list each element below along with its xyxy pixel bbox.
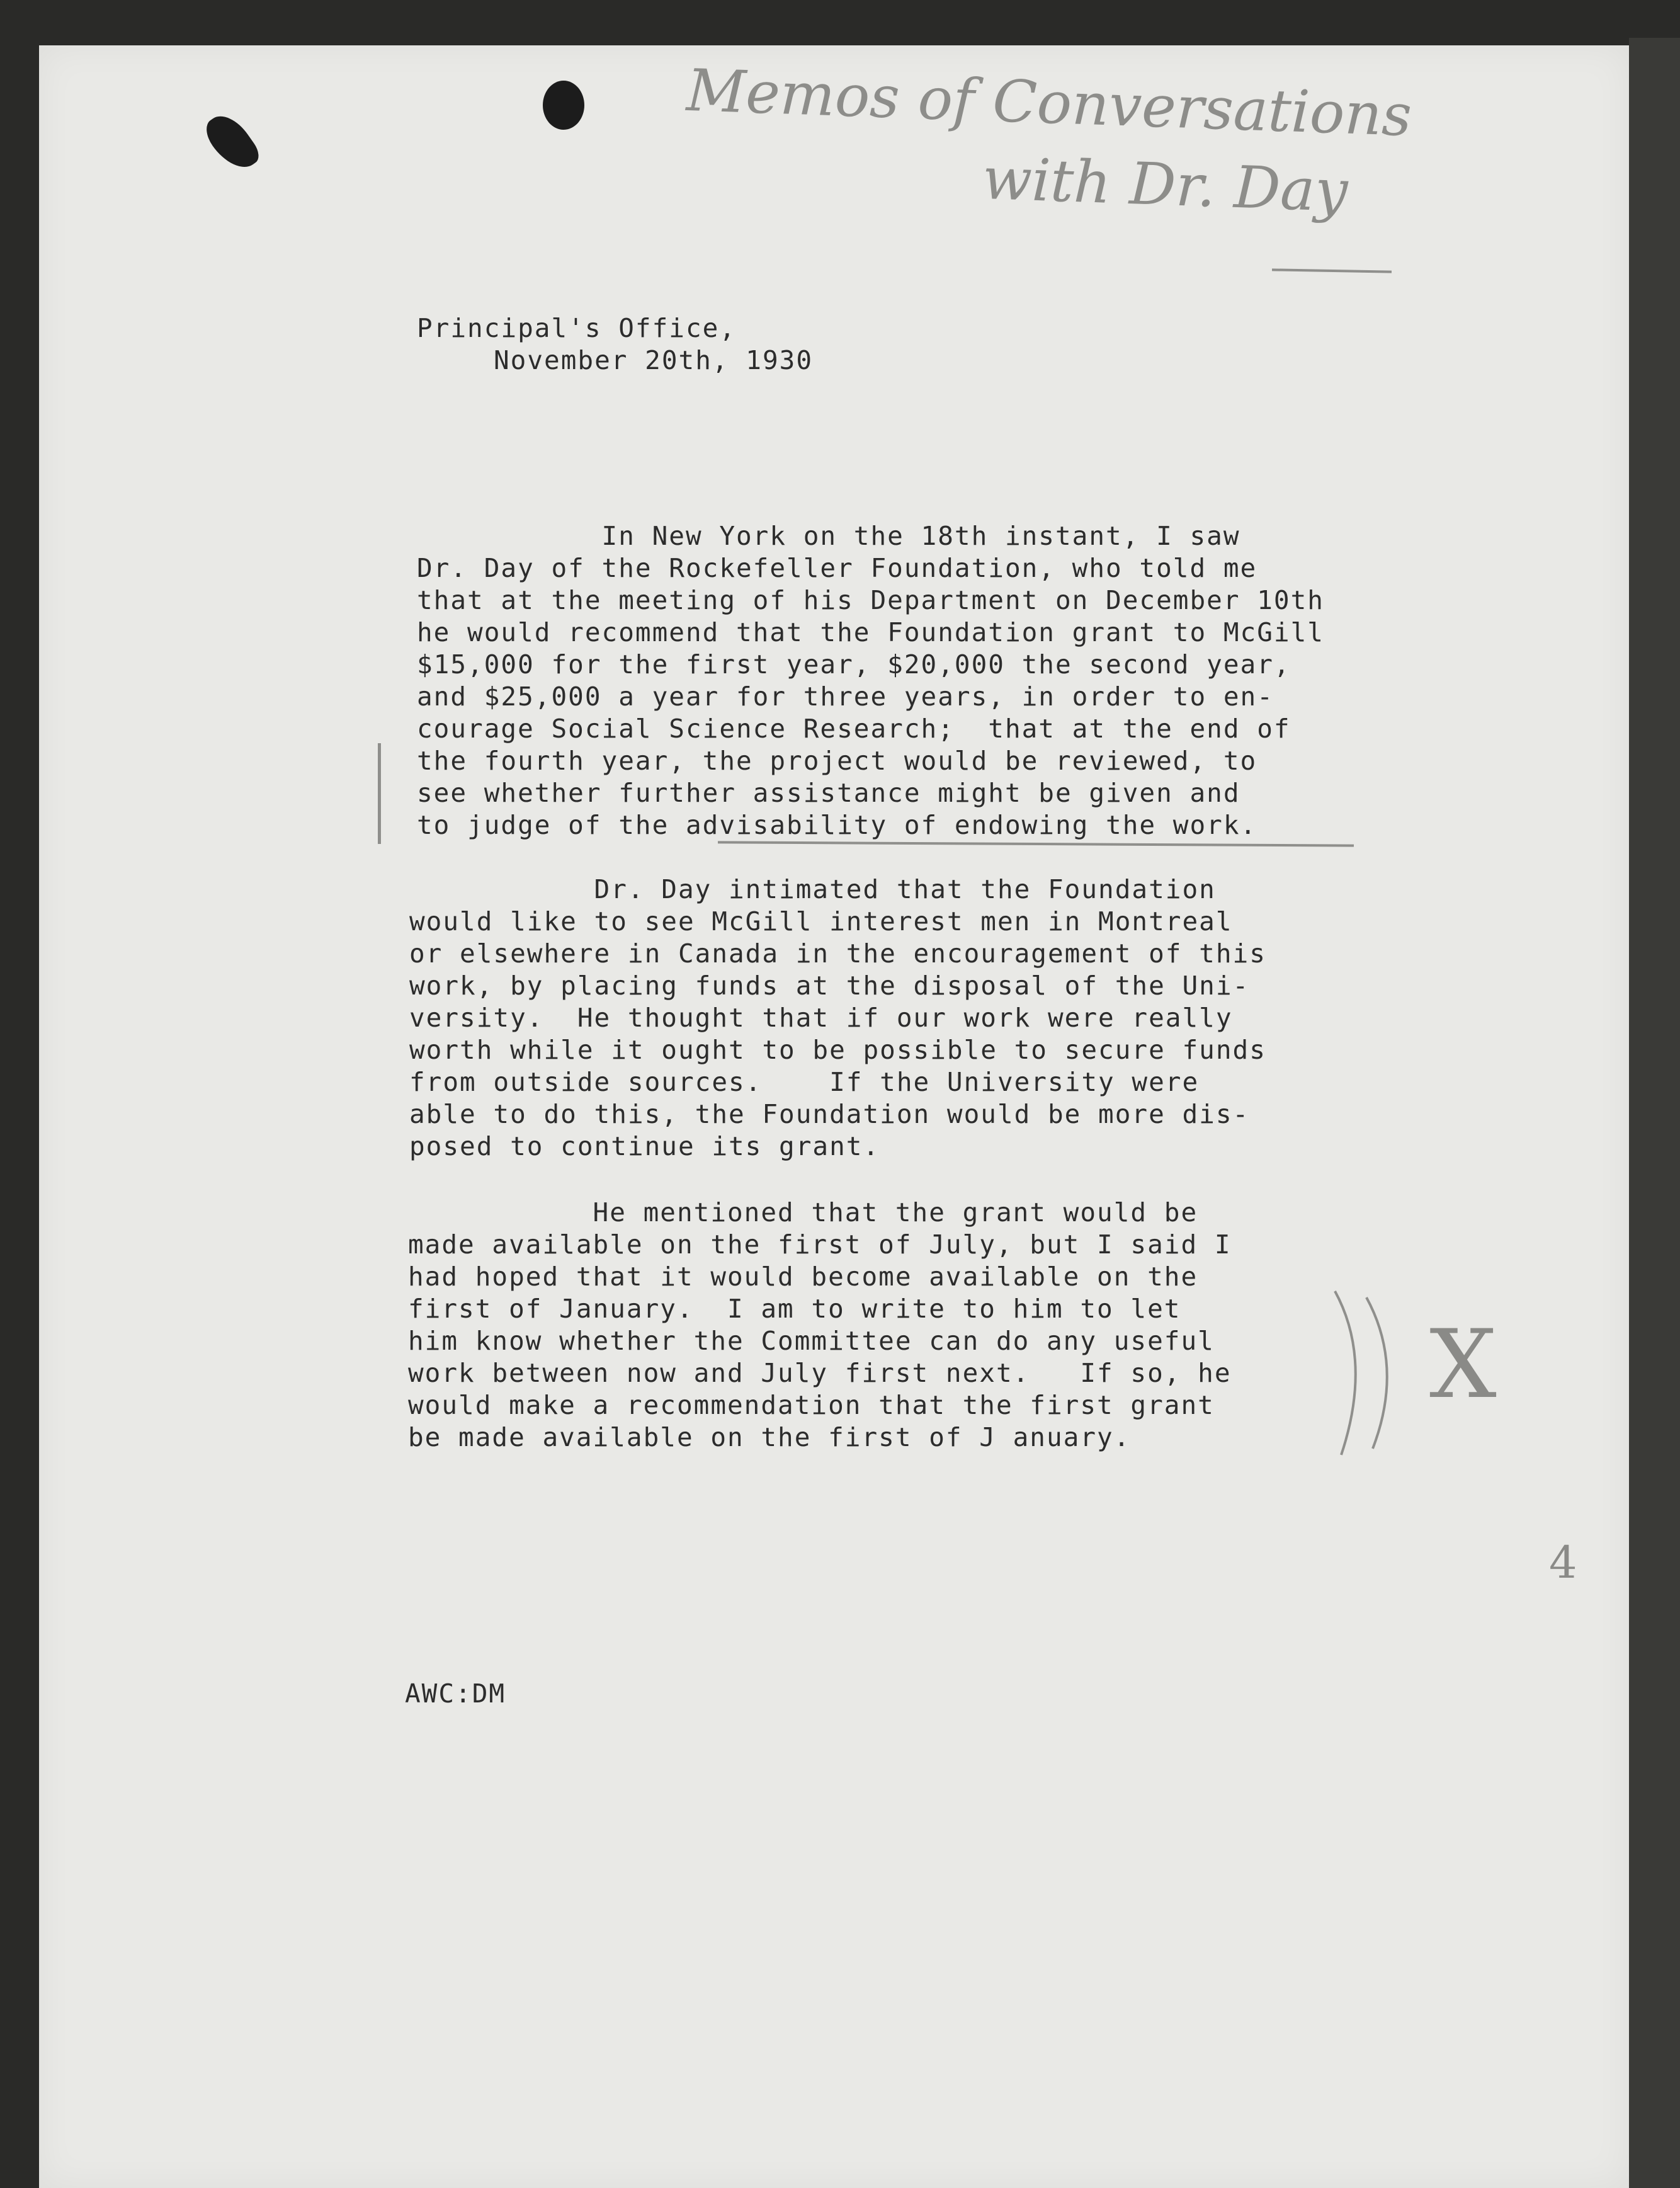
paragraph-line: he would recommend that the Foundation grant to McGill [417,617,1324,647]
office-heading: Principal's Office, [417,313,736,343]
paragraph-line: work, by placing funds at the disposal of the Uni- [409,971,1250,1001]
paragraph-line: In New York on the 18th instant, I saw [417,521,1240,551]
paragraph-line: would like to see McGill interest men in Montreal [409,906,1233,937]
handwritten-annotation-line2: with Dr. Day [981,144,1349,225]
paragraph-line: able to do this, the Foundation would be more dis- [409,1099,1250,1129]
paragraph-line: would make a recommendation that the first grant [408,1390,1215,1420]
folio-number: 4 [1549,1537,1577,1588]
paragraph-line: worth while it ought to be possible to secure funds [409,1035,1266,1065]
paragraph-line: and $25,000 a year for three years, in order to en- [417,681,1274,712]
paragraph-line: that at the meeting of his Department on December 10th [417,585,1324,615]
paragraph-line: to judge of the advisability of endowing the work. [417,810,1257,840]
paragraph-line: He mentioned that the grant would be [408,1197,1198,1228]
paragraph-line: posed to continue its grant. [409,1131,880,1161]
paragraph-line: be made available on the first of J anuary. [408,1422,1131,1452]
letter-date: November 20th, 1930 [494,345,813,375]
paragraph-line: versity. He thought that if our work were really [409,1003,1233,1033]
typist-initials: AWC:DM [405,1678,506,1709]
punch-hole [543,81,584,130]
paragraph-line: first of January. I am to write to him to let [408,1294,1181,1324]
paragraph-line: made available on the first of July, but I said I [408,1229,1232,1260]
scan-background-edge [1629,38,1680,2188]
paragraph-line: courage Social Science Research; that at the end of [417,714,1291,744]
paragraph-line: or elsewhere in Canada in the encouragement of this [409,938,1266,969]
paragraph-line: see whether further assistance might be given and [417,778,1240,808]
paragraph-line: had hoped that it would become available on the [408,1262,1198,1292]
paragraph-line: Dr. Day intimated that the Foundation [409,874,1216,904]
handwritten-annotation-line1: Memos of Conversations [685,56,1413,150]
margin-pencil-bar [378,743,381,844]
paragraph-line: work between now and July first next. If so, he [408,1358,1232,1388]
paragraph-line: Dr. Day of the Rockefeller Foundation, who told me [417,553,1257,583]
paragraph-line: $15,000 for the first year, $20,000 the second year, [417,649,1291,680]
paragraph-line: the fourth year, the project would be reviewed, to [417,746,1257,776]
paragraph-line: him know whether the Committee can do any useful [408,1326,1215,1356]
paragraph-line: from outside sources. If the University were [409,1067,1200,1097]
margin-x-mark: X [1429,1310,1497,1420]
